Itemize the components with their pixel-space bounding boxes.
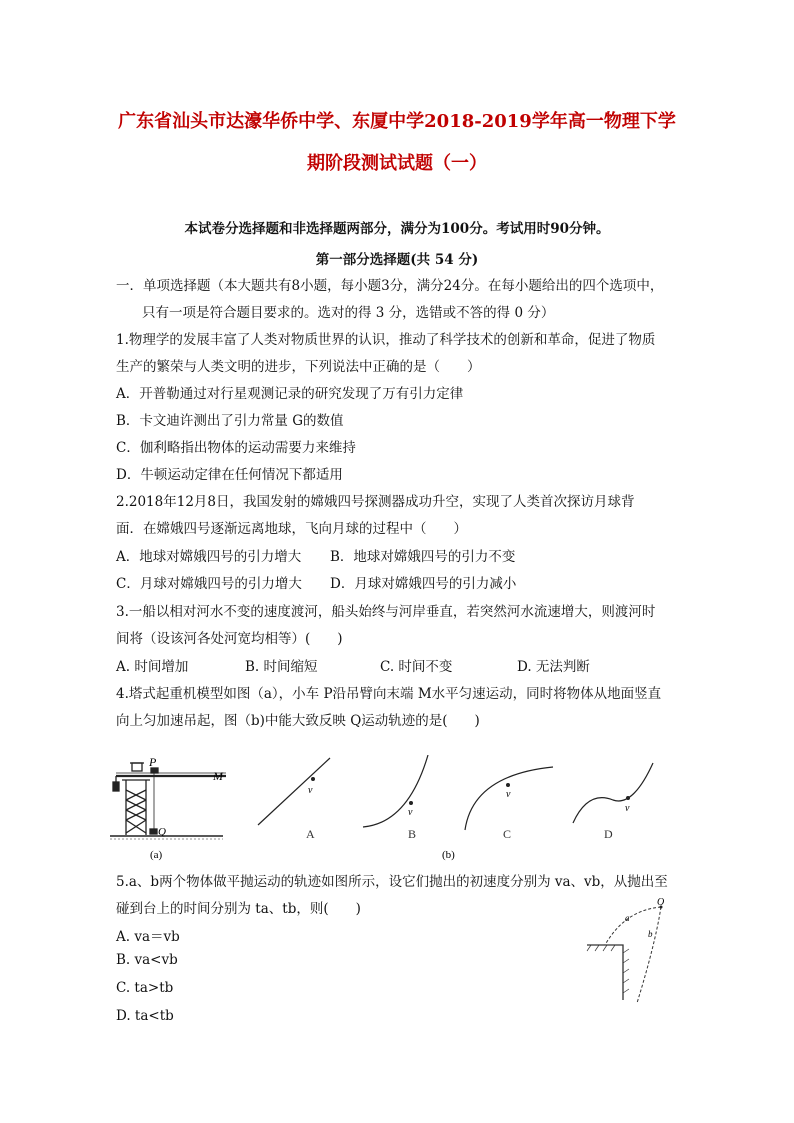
q2-option-d: D．月球对嫦娥四号的引力减小	[330, 576, 517, 592]
q4-stem-line2: 向上匀加速吊起，图（b)中能大致反映 Q运动轨迹的是( )	[116, 713, 480, 729]
q1-option-a: A．开普勒通过对行星观测记录的研究发现了万有引力定律	[116, 386, 464, 402]
label-p: P	[149, 755, 157, 769]
q5-stem-line1: 5.a、b两个物体做平抛运动的轨迹如图所示，设它们抛出的初速度分别为 va、vb，从抛出至	[116, 874, 668, 890]
label-option-b: B	[408, 827, 417, 841]
q2-stem-line2: 面．在嫦娥四号逐渐远离地球，飞向月球的过程中（ ）	[116, 521, 467, 537]
section1-line1: 一．单项选择题（本大题共有8小题，每小题3分，满分24分。在每小题给出的四个选项中，	[116, 278, 664, 294]
point-v-c	[506, 783, 510, 787]
curve-d	[573, 763, 653, 823]
q2-option-b: B．地球对嫦娥四号的引力不变	[330, 549, 516, 565]
q1-option-b: B．卡文迪许测出了引力常量 G的数值	[116, 413, 344, 429]
q3-option-c: C. 时间不变	[380, 659, 453, 675]
page-title-line1: 广东省汕头市达濠华侨中学、东厦中学2018-2019学年高一物理下学	[118, 111, 676, 132]
label-option-a: A	[306, 827, 315, 841]
trajectory-a	[605, 907, 661, 945]
q2-stem-line1: 2.2018年12月8日，我国发射的嫦娥四号探测器成功升空，实现了人类首次探访月球背	[116, 494, 635, 510]
q4-stem-line1: 4.塔式起重机模型如图（a），小车 P沿吊臂向末端 M水平匀速运动，同时将物体从地面竖直	[116, 686, 662, 702]
label-v-b: v	[408, 807, 413, 818]
label-v-d: v	[625, 803, 630, 814]
q3-option-a: A. 时间增加	[116, 659, 189, 675]
q2-option-c: C．月球对嫦娥四号的引力增大	[116, 576, 302, 592]
label-v-c: v	[506, 789, 511, 800]
q3-option-d: D. 无法判断	[517, 659, 590, 675]
q5-option-b: B. va<vb	[116, 952, 178, 968]
crane-diagram	[110, 763, 226, 839]
label-m: M	[213, 769, 223, 783]
point-v-a	[311, 777, 315, 781]
q5-option-c: C. ta>tb	[116, 980, 174, 996]
page-title-line2: 期阶段测试试题（一）	[307, 153, 487, 174]
q5-option-d: D. ta<tb	[116, 1008, 174, 1024]
part1-heading: 第一部分选择题(共 54 分)	[315, 252, 479, 268]
section1-line2: 只有一项是符合题目要求的。选对的得 3 分，选错或不答的得 0 分）	[142, 305, 555, 321]
exam-intro: 本试卷分选择题和非选择题两部分，满分为100分。考试用时90分钟。	[184, 221, 610, 237]
q2-option-a: A．地球对嫦娥四号的引力增大	[116, 549, 302, 565]
q3-stem-line2: 间将（设该河各处河宽均相等）( )	[116, 631, 343, 647]
label-b: b	[648, 929, 653, 939]
caption-b: (b)	[442, 849, 455, 861]
label-q: Q	[158, 826, 166, 838]
label-a: a	[625, 913, 630, 923]
label-o: O	[657, 897, 665, 908]
caption-a: (a)	[150, 849, 163, 861]
platform-edge	[587, 945, 623, 1000]
q1-option-c: C．伽利略指出物体的运动需要力来维持	[116, 440, 356, 456]
q1-stem-line1: 1.物理学的发展丰富了人类对物质世界的认识，推动了科学技术的创新和革命，促进了物质	[116, 332, 656, 348]
q3-stem-line1: 3.一船以相对河水不变的速度渡河，船头始终与河岸垂直，若突然河水流速增大，则渡河时	[116, 604, 656, 620]
label-option-c: C	[503, 827, 512, 841]
trajectory-b	[637, 907, 661, 1003]
q5-option-a: A. va＝vb	[116, 929, 180, 945]
q5-stem-line2: 碰到台上的时间分别为 ta、tb，则( )	[116, 901, 361, 917]
curve-b	[363, 755, 428, 827]
q4-figure	[108, 755, 668, 865]
label-option-d: D	[604, 827, 613, 841]
q5-figure	[585, 895, 685, 1005]
label-v-a: v	[308, 785, 313, 796]
q1-stem-line2: 生产的繁荣与人类文明的进步，下列说法中正确的是（ ）	[116, 359, 481, 375]
q1-option-d: D．牛顿运动定律在任何情况下都适用	[116, 467, 343, 483]
q3-option-b: B. 时间缩短	[245, 659, 318, 675]
curve-a	[258, 758, 330, 825]
point-v-d	[626, 796, 630, 800]
point-v-b	[409, 801, 413, 805]
